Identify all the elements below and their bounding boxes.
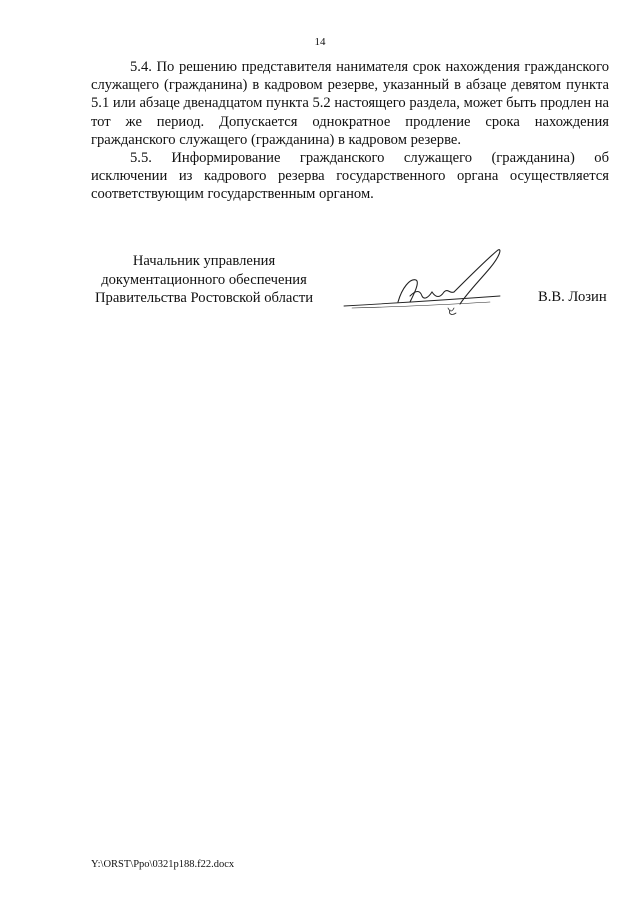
paragraph-5-4: 5.4. По решению представителя нанимателя срок нахождения гражданского служащего (гражданина) в кадровом резерве, указанный в абзаце девятом пункта 5.1 или абзаце двенадцатом пункта 5.2 настоящего раздела, может быть продлен на тот же период. Допускается однократное продление срока нахождения гражданского служащего (гражданина) в кадровом резерве. [91,59,609,148]
document-body [91,58,609,204]
signatory-title [89,252,319,308]
signatory-title-line-3: Правительства Ростовской области [94,290,314,307]
page-number: 14 [314,36,326,48]
paragraph-5-5: 5.5. Информирование гражданского служащего (гражданина) об исключении из кадрового резерва государственного органа осуществляется соответствующим государственным органом. [91,150,609,203]
signatory-title-line-1: Начальник управления [132,253,276,269]
handwritten-signature [340,246,505,326]
signatory-name: В.В. Лозин [538,289,607,305]
footer-file-path: Y:\ORST\Ppo\0321p188.f22.docx [91,859,235,870]
signatory-title-line-2: документационного обеспечения [101,271,307,288]
